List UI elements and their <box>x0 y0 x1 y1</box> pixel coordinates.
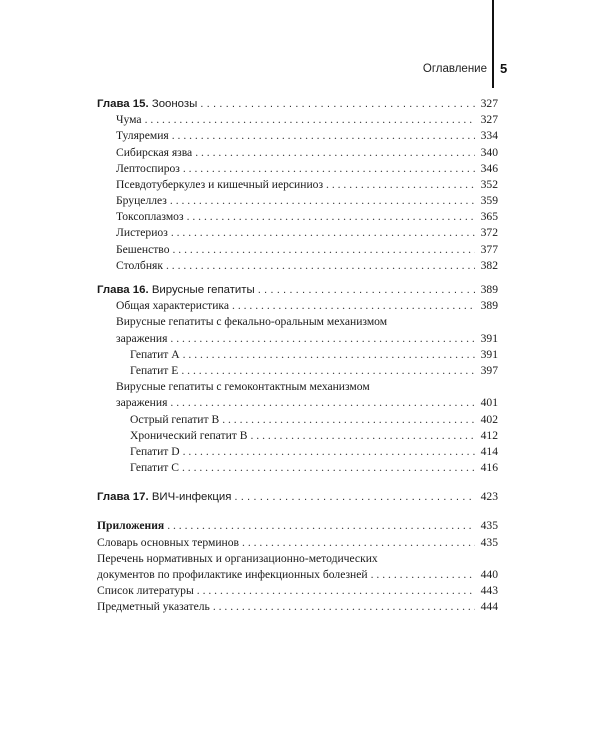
page-ref: 435 <box>480 535 498 549</box>
running-title: Оглавление <box>422 63 487 75</box>
page-ref: 391 <box>480 331 498 345</box>
page-number: 5 <box>500 61 508 76</box>
toc-appendix[interactable] <box>97 519 498 535</box>
page-ref: 352 <box>480 177 498 191</box>
dot-leader <box>371 567 475 583</box>
page-ref: 440 <box>480 568 498 582</box>
page-ref: 365 <box>480 210 498 224</box>
page-ref: 389 <box>480 283 498 297</box>
dot-leader <box>182 460 475 476</box>
page-ref: 435 <box>480 519 498 533</box>
page-ref: 327 <box>480 113 498 127</box>
toc-item[interactable] <box>97 193 498 209</box>
dot-leader <box>170 331 475 347</box>
page-ref: 359 <box>480 194 498 208</box>
dot-leader <box>181 363 475 379</box>
page-ref: 372 <box>480 226 498 240</box>
dot-leader <box>251 428 476 444</box>
chapter-label: Глава 16. <box>97 284 149 297</box>
page-ref: 382 <box>480 258 498 272</box>
item-title: документов по профилактике инфекционных болезней <box>97 568 368 582</box>
appendix-title: Приложения <box>97 519 165 533</box>
page-ref: 416 <box>480 461 498 475</box>
dot-leader <box>173 242 476 258</box>
page-ref: 414 <box>480 444 498 458</box>
item-title: заражения <box>116 331 168 345</box>
page-ref: 377 <box>480 242 498 256</box>
dot-leader <box>167 518 475 534</box>
page-ref: 402 <box>480 412 498 426</box>
page-ref: 397 <box>480 363 498 377</box>
toc-item[interactable] <box>97 298 498 314</box>
page-ref: 401 <box>480 396 498 410</box>
dot-leader <box>213 599 475 615</box>
item-title: Острый гепатит В <box>130 412 220 426</box>
item-title: Хронический гепатит В <box>130 428 248 442</box>
item-title: Гепатит Е <box>130 363 179 377</box>
toc-item-line1[interactable]: Перечень нормативных и организационно-методических <box>97 551 378 565</box>
toc-item-line1[interactable]: Вирусные гепатиты с гемоконтактным механизмом <box>116 380 370 394</box>
page-ref: 443 <box>480 584 498 598</box>
toc-item[interactable] <box>97 599 498 615</box>
page-ref: 444 <box>480 600 498 614</box>
dot-leader <box>166 258 475 274</box>
vertical-rule <box>492 0 494 88</box>
toc-subitem[interactable] <box>97 444 498 460</box>
item-title: Лептоспироз <box>116 161 180 175</box>
item-title: Гепатит А <box>130 347 180 361</box>
item-title: Предметный указатель <box>97 600 210 614</box>
dot-leader <box>170 395 475 411</box>
dot-leader <box>170 193 475 209</box>
item-title: Гепатит С <box>130 461 179 475</box>
dot-leader <box>258 282 475 298</box>
toc-item[interactable] <box>97 145 498 161</box>
item-title: Список литературы <box>97 584 194 598</box>
toc-item[interactable] <box>97 112 498 128</box>
page-ref: 423 <box>480 490 498 504</box>
page-ref: 391 <box>480 347 498 361</box>
toc-chapter-16[interactable] <box>97 282 498 298</box>
toc-subitem[interactable] <box>97 347 498 363</box>
toc-item[interactable] <box>97 128 498 144</box>
page-ref: 412 <box>480 428 498 442</box>
dot-leader <box>232 298 475 314</box>
page-ref: 327 <box>480 96 498 110</box>
dot-leader <box>183 444 475 460</box>
toc-item[interactable] <box>97 583 498 599</box>
item-title: Токсоплазмоз <box>116 210 184 224</box>
item-title: заражения <box>116 396 168 410</box>
item-title: Псевдотуберкулез и кишечный иерсиниоз <box>116 177 324 191</box>
toc-item[interactable] <box>97 331 498 347</box>
toc-item[interactable] <box>97 242 498 258</box>
toc-item[interactable] <box>97 258 498 274</box>
dot-leader <box>171 225 475 241</box>
item-title: Столбняк <box>116 258 163 272</box>
item-title: Бешенство <box>116 242 170 256</box>
chapter-title: Вирусные гепатиты <box>148 284 255 297</box>
toc-chapter-15[interactable] <box>97 96 498 112</box>
dot-leader <box>197 583 475 599</box>
dot-leader <box>200 96 475 112</box>
item-title: Туляремия <box>116 129 169 143</box>
toc-item[interactable] <box>97 177 498 193</box>
toc-subitem[interactable] <box>97 363 498 379</box>
item-title: Листериоз <box>116 226 168 240</box>
dot-leader <box>145 112 475 128</box>
toc-item[interactable] <box>97 209 498 225</box>
item-title: Бруцеллез <box>116 194 167 208</box>
dot-leader <box>172 128 475 144</box>
chapter-title: Зоонозы <box>148 97 198 110</box>
chapter-label: Глава 17. <box>97 491 149 504</box>
toc-item[interactable] <box>97 226 498 242</box>
item-title: Гепатит D <box>130 444 180 458</box>
toc-item-line1[interactable]: Вирусные гепатиты с фекально-оральным механизмом <box>116 315 388 329</box>
table-of-contents <box>97 96 498 616</box>
dot-leader <box>187 209 475 225</box>
toc-item[interactable] <box>97 395 498 411</box>
page-ref: 334 <box>480 129 498 143</box>
dot-leader <box>234 489 475 505</box>
page-ref: 340 <box>480 145 498 159</box>
dot-leader <box>326 177 475 193</box>
toc-chapter-17[interactable] <box>97 489 498 505</box>
item-title: Чума <box>116 113 142 127</box>
page-ref: 346 <box>480 161 498 175</box>
item-title: Сибирская язва <box>116 145 193 159</box>
toc-item[interactable] <box>97 567 498 583</box>
dot-leader <box>242 535 475 551</box>
item-title: Словарь основных терминов <box>97 535 240 549</box>
toc-item[interactable] <box>97 161 498 177</box>
dot-leader <box>195 145 475 161</box>
item-title: Общая характеристика <box>116 299 230 313</box>
toc-subitem[interactable] <box>97 412 498 428</box>
page-ref: 389 <box>480 299 498 313</box>
toc-subitem[interactable] <box>97 460 498 476</box>
chapter-label: Глава 15. <box>97 97 149 110</box>
toc-item[interactable] <box>97 535 498 551</box>
chapter-title: ВИЧ-инфекция <box>148 491 232 504</box>
toc-subitem[interactable] <box>97 428 498 444</box>
dot-leader <box>183 161 475 177</box>
dot-leader <box>183 347 475 363</box>
dot-leader <box>222 412 475 428</box>
